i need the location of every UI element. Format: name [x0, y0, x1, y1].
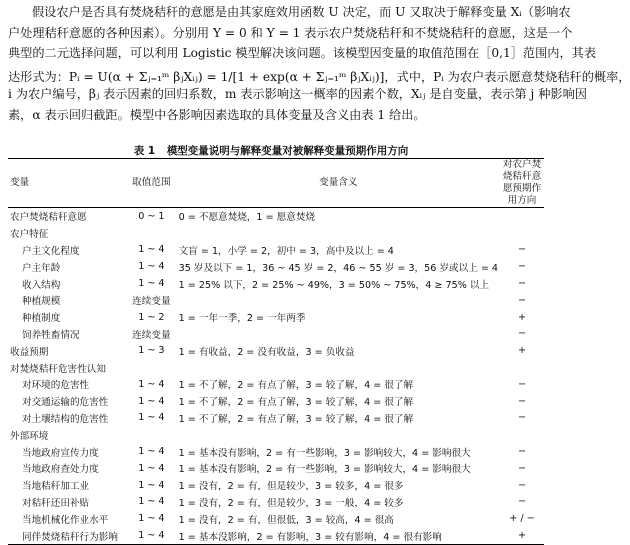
cell-direction: − — [517, 278, 527, 290]
table-row — [8, 275, 544, 292]
table-row — [8, 443, 544, 460]
cell-direction: + — [517, 345, 527, 357]
cell-range: 1 ~ 4 — [138, 496, 165, 508]
cell-range — [126, 426, 177, 443]
table-body — [8, 208, 544, 545]
cell-variable: 对交通运输的危害性 — [22, 397, 109, 409]
table-row — [8, 410, 544, 427]
cell-direction: − — [517, 496, 527, 508]
cell-meaning: 0 = 不愿意焚烧，1 = 愿意焚烧 — [178, 212, 316, 224]
table-row — [8, 225, 544, 242]
cell-variable: 当地秸秆加工业 — [22, 481, 90, 493]
cell-range: 1 ~ 4 — [138, 244, 165, 256]
body-paragraph — [8, 2, 630, 126]
cell-direction — [500, 208, 544, 225]
header-meaning: 变量含义 — [319, 177, 358, 188]
cell-meaning — [177, 225, 500, 242]
cell-range: 1 ~ 4 — [138, 479, 165, 491]
cell-range: 1 ~ 4 — [138, 446, 165, 458]
cell-direction: − — [517, 261, 527, 273]
cell-meaning — [177, 426, 500, 443]
cell-range: 1 ~ 4 — [138, 395, 165, 407]
cell-range: 连续变量 — [132, 329, 171, 341]
table-row — [8, 393, 544, 410]
cell-variable: 当地政府宣传力度 — [22, 447, 99, 459]
table-row — [8, 309, 544, 326]
cell-meaning: 1 = 一年一季，2 = 一年两季 — [178, 313, 306, 325]
cell-range: 1 ~ 2 — [138, 311, 165, 323]
cell-meaning: 35 岁及以下 = 1，36 ~ 45 岁 = 2，46 ~ 55 岁 = 3，56 岁或以上 = 4 — [178, 262, 499, 274]
cell-variable: 当地机械化作业水平 — [22, 514, 109, 526]
cell-direction — [500, 426, 544, 443]
cell-direction: − — [517, 328, 527, 340]
header-direction: 对农户焚烧秸秆意愿预期作用方向 — [502, 159, 542, 206]
cell-variable: 同伴焚烧秸秆行为影响 — [22, 531, 118, 543]
cell-direction: − — [517, 446, 527, 458]
table-row — [8, 494, 544, 511]
cell-variable: 收入结构 — [22, 279, 61, 291]
header-range: 取值范围 — [132, 177, 171, 188]
cell-range: 1 ~ 4 — [138, 378, 165, 390]
cell-direction: − — [517, 244, 527, 256]
cell-variable: 饲养牲畜情况 — [22, 329, 80, 341]
cell-variable: 当地政府查处力度 — [22, 464, 99, 476]
cell-range: 1 ~ 3 — [138, 345, 165, 357]
cell-meaning: 1 = 不了解，2 = 有点了解，3 = 较了解，4 = 很了解 — [178, 397, 414, 409]
table-row — [8, 326, 544, 343]
cell-range: 1 ~ 4 — [138, 412, 165, 424]
cell-meaning — [177, 359, 500, 376]
table-row — [8, 477, 544, 494]
table-row — [8, 242, 544, 259]
table-row — [8, 426, 544, 443]
cell-variable: 户主年龄 — [22, 262, 61, 274]
cell-direction — [500, 359, 544, 376]
table-row — [8, 510, 544, 527]
cell-range — [126, 225, 177, 242]
cell-direction: − — [517, 479, 527, 491]
cell-direction: − — [517, 294, 527, 306]
cell-meaning — [177, 326, 500, 343]
cell-variable: 农户特征 — [10, 229, 49, 241]
table-caption — [0, 143, 550, 158]
cell-range: 1 ~ 4 — [138, 278, 165, 290]
cell-variable: 种植制度 — [22, 313, 61, 325]
table-row — [8, 258, 544, 275]
paragraph-line: 户处理秸秆意愿的各种因素）。分别用 Y = 0 和 Y = 1 表示农户焚烧秸秆和不焚烧秸秆的意愿，这是一个 — [8, 25, 573, 40]
cell-meaning: 1 = 基本没有影响，2 = 有一些影响，3 = 影响较大，4 = 影响很大 — [178, 447, 471, 459]
table-row — [8, 460, 544, 477]
cell-meaning: 1 = 不了解，2 = 有点了解，3 = 较了解，4 = 很了解 — [178, 380, 414, 392]
cell-direction: − — [517, 395, 527, 407]
cell-variable: 对环境的危害性 — [22, 380, 90, 392]
cell-variable: 户主文化程度 — [22, 245, 80, 257]
cell-variable: 对土壤结构的危害性 — [22, 413, 109, 425]
cell-direction — [500, 225, 544, 242]
cell-meaning: 1 = 没有，2 = 有，但是较少，3 = 较多，4 = 很多 — [178, 481, 404, 493]
cell-meaning: 1 = 没有，2 = 有，但是较少，3 = 一般，4 = 较多 — [178, 497, 404, 509]
cell-direction: − — [517, 378, 527, 390]
cell-direction: + — [517, 530, 527, 542]
cell-range: 1 ~ 4 — [138, 513, 165, 525]
cell-meaning — [177, 292, 500, 309]
cell-meaning: 1 = 有收益，2 = 没有收益，3 = 负收益 — [178, 346, 355, 358]
cell-direction: + / − — [509, 513, 535, 525]
cell-meaning: 1 = 25% 以下，2 = 25% ~ 49%，3 = 50% ~ 75%，4 ≥ 75% 以上 — [178, 279, 490, 291]
cell-variable: 收益预期 — [10, 346, 49, 358]
cell-direction: − — [517, 462, 527, 474]
cell-range — [126, 359, 177, 376]
paragraph-line: 典型的二元选择问题，可以利用 Logistic 模型解决该问题。该模型因变量的取值范围在［0,1］范围内，其表 — [8, 46, 597, 61]
table-row — [8, 527, 544, 544]
cell-variable: 种植规模 — [22, 296, 61, 308]
cell-variable: 农户焚烧秸秆意愿 — [10, 212, 87, 224]
variables-table — [8, 158, 544, 545]
cell-variable: 对焚烧秸秆危害性认知 — [10, 363, 106, 375]
cell-meaning: 1 = 基本没有影响，2 = 有一些影响，3 = 影响较大，4 = 影响很大 — [178, 464, 471, 476]
table-row — [8, 376, 544, 393]
table-row — [8, 292, 544, 309]
cell-variable: 对秸秆还田补贴 — [22, 497, 90, 509]
paragraph-line: 假设农户是否具有焚烧秸秆的意愿是由其家庭效用函数 U 决定，而 U 又取决于解释变量 Xᵢ（影响农 — [32, 5, 571, 19]
paragraph-formula-line: 达形式为：Pᵢ = U(α + Σⱼ₌₁ᵐ βⱼXᵢⱼ) = 1/[1 + exp(α + Σⱼ₌₁ᵐ βⱼXᵢⱼ)]，式中，Pᵢ 为农户表示愿意焚烧秸秆的概率， — [8, 69, 630, 84]
cell-range: 连续变量 — [132, 296, 171, 308]
cell-range: 1 ~ 4 — [138, 261, 165, 273]
paragraph-line: i 为农户编号，βⱼ 表示因素的回归系数，m 表示影响这一概率的因素个数，Xᵢⱼ 是自变量，表示第 j 种影响因 — [8, 87, 587, 102]
table-title: 模型变量说明与解释变量对被解释变量预期作用方向 — [166, 145, 409, 157]
table-row — [8, 208, 544, 225]
cell-meaning: 1 = 不了解，2 = 有点了解，3 = 较了解，4 = 很了解 — [178, 413, 414, 425]
table-row — [8, 359, 544, 376]
cell-meaning: 1 = 基本没影响，2 = 有影响，3 = 较有影响，4 = 很有影响 — [178, 531, 442, 543]
table-number: 表 1 — [133, 145, 156, 157]
cell-range: 1 ~ 4 — [138, 462, 165, 474]
cell-range: 1 ~ 4 — [138, 530, 165, 542]
cell-range: 0 ~ 1 — [138, 210, 165, 222]
cell-direction: + — [517, 311, 527, 323]
cell-direction: − — [517, 412, 527, 424]
paragraph-line: 素，α 表示回归截距。模型中各影响因素选取的具体变量及含义由表 1 给出。 — [8, 107, 426, 122]
table-row — [8, 342, 544, 359]
table-header-row — [8, 159, 544, 208]
cell-meaning: 1 = 没有，2 = 有，但很低，3 = 较高，4 = 很高 — [178, 514, 394, 526]
cell-variable: 外部环境 — [10, 430, 49, 442]
header-variable: 变量 — [10, 177, 30, 188]
cell-meaning: 文盲 = 1，小学 = 2，初中 = 3，高中及以上 = 4 — [178, 245, 394, 257]
